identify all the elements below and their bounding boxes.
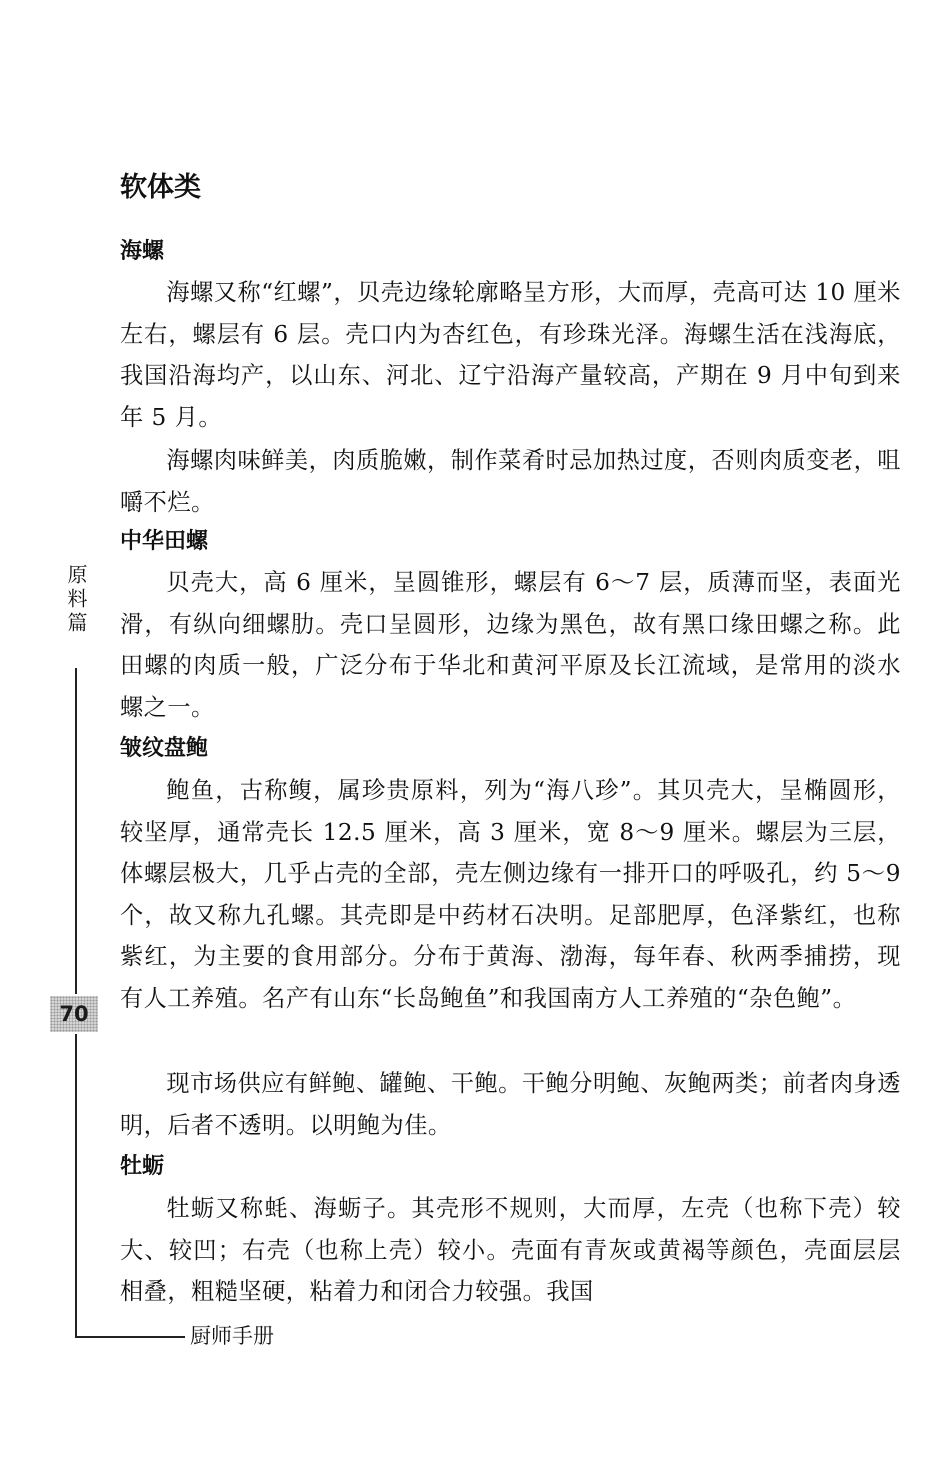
- entry-heading-hailuo: 海螺: [120, 239, 165, 264]
- margin-rule-upper: [75, 668, 77, 994]
- entry-heading-muli: 牡蛎: [120, 1154, 165, 1179]
- footer-rule: [75, 1336, 185, 1338]
- entry-heading-zhouwen-panbao: 皱纹盘鲍: [120, 736, 209, 761]
- margin-rule-lower: [75, 1034, 77, 1337]
- page-number: 70: [59, 1002, 89, 1026]
- entry-heading-zhonghua-tianluo: 中华田螺: [120, 529, 209, 554]
- footer-book-title: 厨师手册: [190, 1324, 274, 1348]
- section-title: 软体类: [120, 172, 201, 203]
- paragraph: 牡蛎又称蚝、海蛎子。其壳形不规则，大而厚，左壳（也称下壳）较大、较凹；右壳（也称上壳）较小。壳面有青灰或黄褐等颜色，壳面层层相叠，粗糙坚硬，粘着力和闭合力较强。我国: [120, 1195, 901, 1306]
- side-section-label: 原料篇: [64, 564, 88, 636]
- paragraph: 贝壳大，高 6 厘米，呈圆锥形，螺层有 6～7 层，质薄而坚，表面光滑，有纵向细螺肋。壳口呈圆形，边缘为黑色，故有黑口缘田螺之称。此田螺的肉质一般，广泛分布于华北和黄河平原及长江流域，是常用的淡水螺之一。: [120, 569, 901, 721]
- paragraph: 现市场供应有鲜鲍、罐鲍、干鲍。干鲍分明鲍、灰鲍两类；前者肉身透明，后者不透明。以明鲍为佳。: [120, 1070, 901, 1139]
- page-number-box: [50, 996, 98, 1032]
- paragraph: 鲍鱼，古称鳆，属珍贵原料，列为“海八珍”。其贝壳大，呈椭圆形，较坚厚，通常壳长 12.5 厘米，高 3 厘米，宽 8～9 厘米。螺层为三层，体螺层极大，几乎占壳的全部，壳左侧边缘有一排开口的呼吸孔，约 5～9 个，故又称九孔螺。其壳即是中药材石决明。足部肥厚，色泽紫红，也称紫红，为主要的食用部分。分布于黄海、渤海，每年春、秋两季捕捞，现有人工养殖。名产有山东“长岛鲍鱼”和我国南方人工养殖的“杂色鲍”。: [120, 777, 901, 1012]
- paragraph: 海螺肉味鲜美，肉质脆嫩，制作菜肴时忌加热过度，否则肉质变老，咀嚼不烂。: [120, 447, 901, 516]
- paragraph: 海螺又称“红螺”，贝壳边缘轮廓略呈方形，大而厚，壳高可达 10 厘米左右，螺层有 6 层。壳口内为杏红色，有珍珠光泽。海螺生活在浅海底，我国沿海均产，以山东、河北、辽宁沿海产量较高，产期在 9 月中旬到来年 5 月。: [120, 279, 901, 431]
